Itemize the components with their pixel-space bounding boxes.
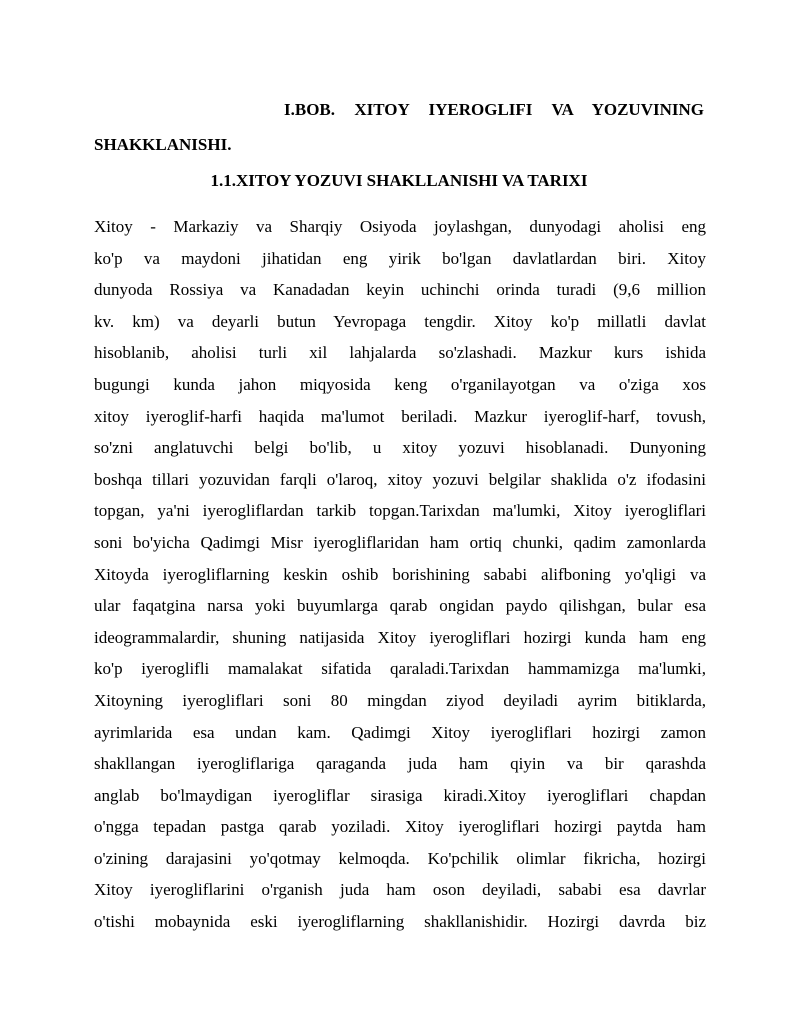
text-line: ayrimlarida esa undan kam. Qadimgi Xitoy iyerogliflari hozirgi zamon (94, 722, 706, 742)
text-line: shakllangan iyerogliflariga qaraganda juda ham qiyin va bir qarashda (94, 754, 706, 774)
text-line: o'zining darajasini yo'qotmay kelmoqda. Ko'pchilik olimlar fikricha, hozirgi (94, 848, 706, 868)
text-line: bugungi kunda jahon miqyosida keng o'rganilayotgan va o'ziga xos (94, 374, 706, 394)
text-line: hisoblanib, aholisi turli xil lahjalarda so'zlashadi. Mazkur kurs ishida (94, 343, 706, 363)
text-line: Xitoy - Markaziy va Sharqiy Osiyoda joylashgan, dunyodagi aholisi eng (94, 217, 706, 236)
text-line: boshqa tillari yozuvidan farqli o'laroq, xitoy yozuvi belgilar shaklida o'z ifodasini (94, 469, 706, 489)
text-line: o'ngga tepadan pastga qarab yoziladi. Xitoy iyerogliflari hozirgi paytda ham (94, 817, 706, 837)
text-line: soni bo'yicha Qadimgi Misr iyerogliflaridan ham ortiq chunki, qadim zamonlarda (94, 532, 706, 552)
text-line: Xitoyning iyerogliflari soni 80 mingdan ziyod deyiladi ayrim bitiklarda, (94, 690, 706, 710)
text-line: ko'p va maydoni jihatidan eng yirik bo'lgan davlatlardan biri. Xitoy (94, 248, 706, 268)
text-line: o'tishi mobaynida eski iyerogliflarning shakllanishidir. Hozirgi davrda biz (94, 912, 706, 932)
text-line: Xitoyda iyerogliflarning keskin oshib borishining sababi alifboning yo'qligi va (94, 564, 706, 584)
text-line: ideogrammalardir, shuning natijasida Xitoy iyerogliflari hozirgi kunda ham eng (94, 627, 706, 647)
text-line: kv. km) va deyarli butun Yevropaga tengdir. Xitoy ko'p millatli davlat (94, 311, 706, 331)
text-line: ko'p iyeroglifli mamalakat sifatida qaraladi.Tarixdan hammamizga ma'lumki, (94, 659, 706, 679)
body-paragraph (94, 211, 706, 938)
text-line: dunyoda Rossiya va Kanadadan keyin uchinchi orinda turadi (9,6 million (94, 280, 706, 300)
text-line: Xitoy iyerogliflarini o'rganish juda ham oson deyiladi, sababi esa davrlar (94, 880, 706, 900)
text-line: topgan, ya'ni iyerogliflardan tarkib topgan.Tarixdan ma'lumki, Xitoy iyerogliflari (94, 501, 706, 521)
chapter-title: I.BOB. XITOY IYEROGLIFI VA YOZUVINING SHAKKLANISHI. (94, 100, 704, 154)
text-line: xitoy iyeroglif-harfi haqida ma'lumot beriladi. Mazkur iyeroglif-harf, tovush, (94, 406, 706, 426)
text-line: so'zni anglatuvchi belgi bo'lib, u xitoy yozuvi hisoblanadi. Dunyoning (94, 438, 706, 458)
text-line: ular faqatgina narsa yoki buyumlarga qarab ongidan paydo qilishgan, bular esa (94, 596, 706, 616)
text-line: anglab bo'lmaydigan iyerogliflar sirasiga kiradi.Xitoy iyerogliflari chapdan (94, 785, 706, 805)
section-title: 1.1.XITOY YOZUVI SHAKLLANISHI VA TARIXI (210, 171, 588, 190)
